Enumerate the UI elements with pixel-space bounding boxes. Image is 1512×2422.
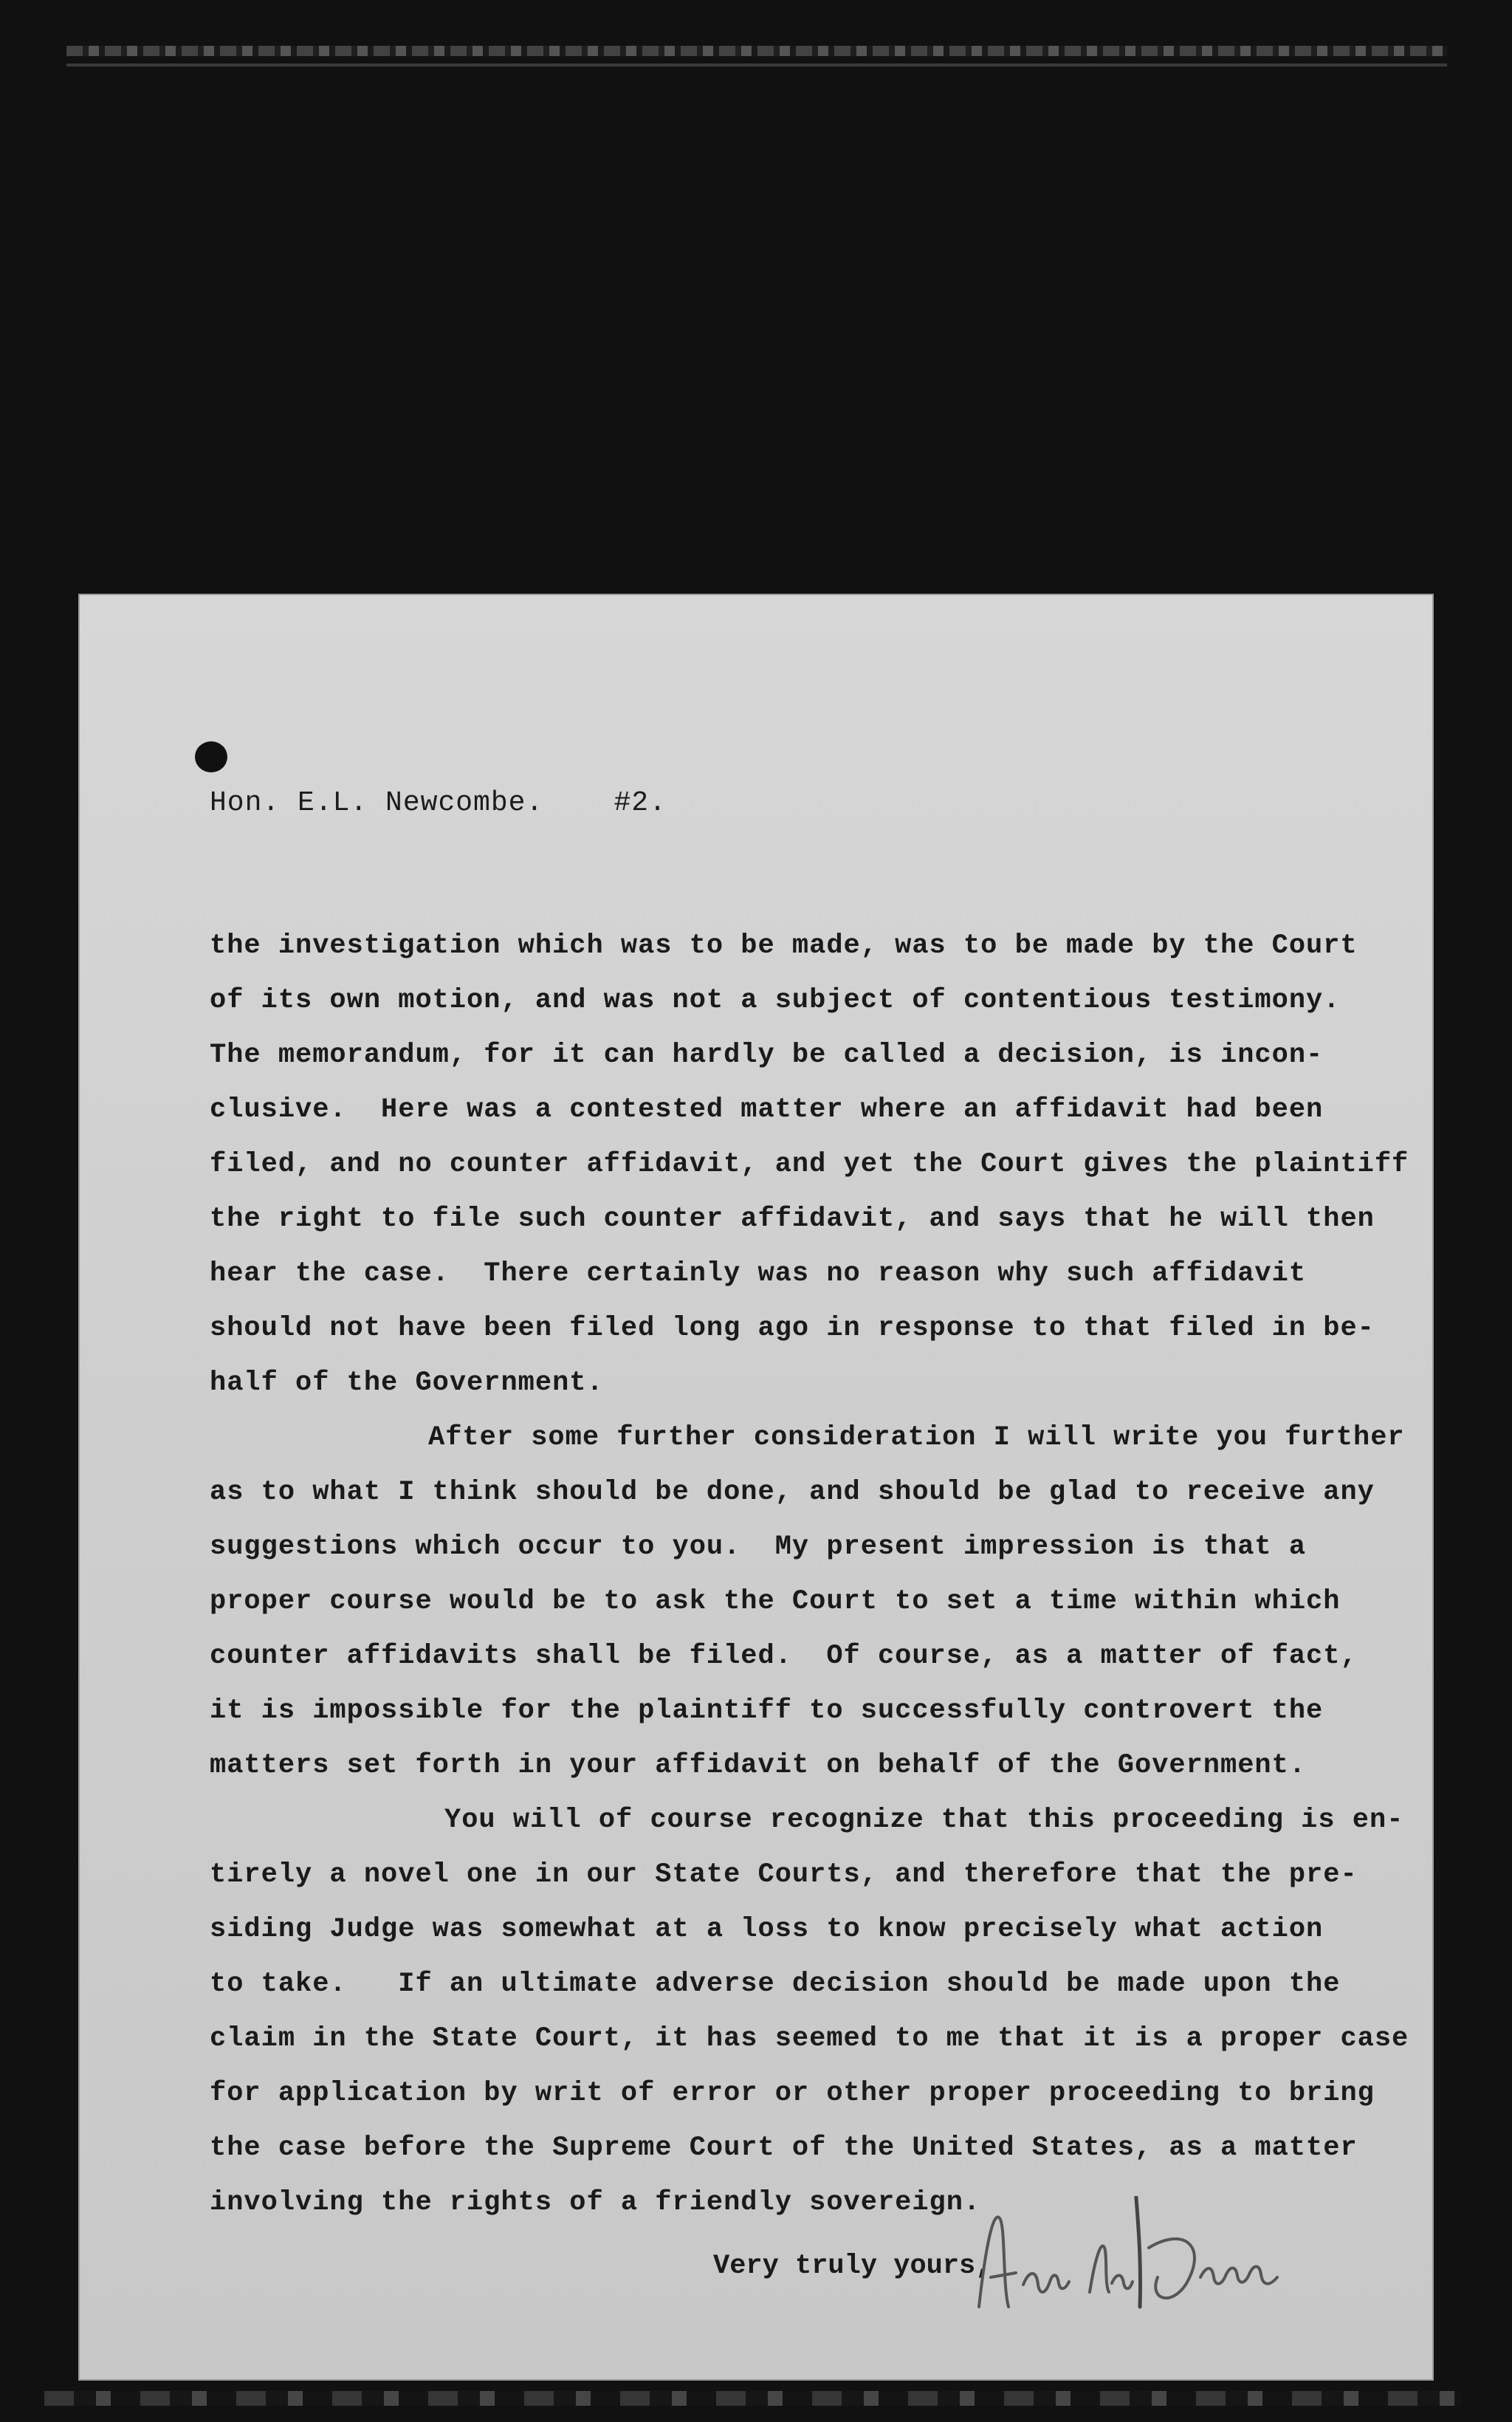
body-line: the investigation which was to be made, was to be made by the Court (210, 930, 1358, 961)
body-line: filed, and no counter affidavit, and yet the Court gives the plaintiff (210, 1149, 1409, 1180)
body-line: to take. If an ultimate adverse decision should be made upon the (210, 1969, 1341, 2000)
body-line: clusive. Here was a contested matter where an affidavit had been (210, 1094, 1324, 1125)
body-line: claim in the State Court, it has seemed to me that it is a proper case (210, 2023, 1409, 2054)
body-line: of its own motion, and was not a subject of contentious testimony. (210, 985, 1341, 1016)
body-line: matters set forth in your affidavit on behalf of the Government. (210, 1750, 1307, 1781)
body-line: the right to file such counter affidavit, and says that he will then (210, 1204, 1375, 1235)
handwritten-signature (964, 2196, 1304, 2329)
body-line: counter affidavits shall be filed. Of course, as a matter of fact, (210, 1641, 1358, 1672)
body-line-indented: You will of course recognize that this proceeding is en- (444, 1805, 1404, 1836)
body-line: the case before the Supreme Court of the United States, as a matter (210, 2133, 1358, 2164)
body-line: as to what I think should be done, and should be glad to receive any (210, 1477, 1375, 1508)
film-edge-top-line (66, 64, 1447, 66)
body-line: for application by writ of error or other proper proceeding to bring (210, 2078, 1375, 2109)
body-line: half of the Government. (210, 1368, 604, 1399)
body-line: it is impossible for the plaintiff to successfully controvert the (210, 1695, 1324, 1726)
body-line: siding Judge was somewhat at a loss to know precisely what action (210, 1914, 1324, 1945)
letter-header (210, 787, 667, 819)
punch-hole-shape (195, 741, 227, 772)
closing-salutation: Very truly yours, (713, 2251, 992, 2282)
body-line: proper course would be to ask the Court to set a time within which (210, 1586, 1341, 1617)
body-line: suggestions which occur to you. My present impression is that a (210, 1531, 1307, 1562)
body-line: involving the rights of a friendly sovereign. (210, 2187, 981, 2218)
letter-body (210, 919, 1450, 2230)
letter-page (78, 594, 1434, 2381)
body-line: should not have been filed long ago in response to that filed in be- (210, 1313, 1375, 1344)
recipient-name: Hon. E.L. Newcombe. (210, 787, 544, 819)
film-edge-bottom (44, 2391, 1462, 2406)
body-line-indented: After some further consideration I will write you further (428, 1422, 1405, 1453)
body-line: The memorandum, for it can hardly be called a decision, is incon- (210, 1040, 1324, 1071)
body-line: hear the case. There certainly was no reason why such affidavit (210, 1258, 1307, 1289)
page-number: #2. (614, 787, 667, 819)
body-line: tirely a novel one in our State Courts, and therefore that the pre- (210, 1859, 1358, 1890)
film-edge-top (66, 46, 1447, 56)
